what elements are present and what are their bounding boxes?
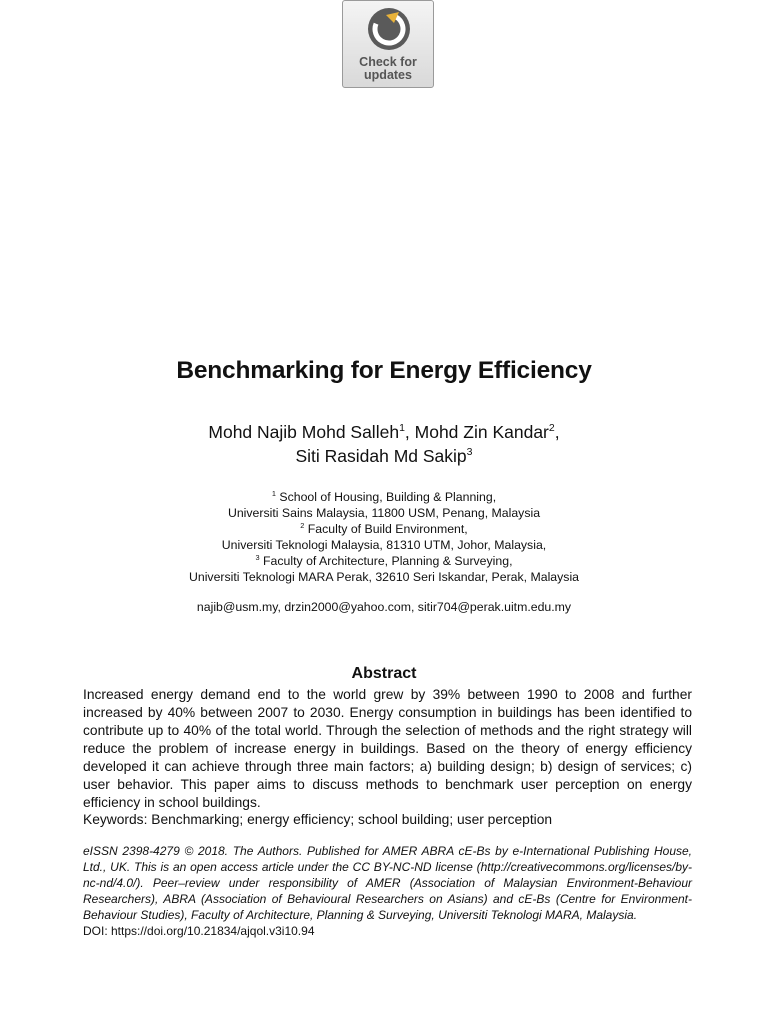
license-notice: eISSN 2398-4279 © 2018. The Authors. Published for AMER ABRA cE-Bs by e-International Publishing House, Ltd., UK. This is an open access article under the CC BY-NC-ND license (http://creativecommons.org/licenses/by-nc-nd/4.0/). Peer–review under responsibility of AMER (Association of Malaysian Environment-Behaviour Researchers), ABRA (Association of Behavioural Researchers on Asians) and cE-Bs (Centre for Environment-Behaviour Studies), Faculty of Architecture, Planning & Surveying, Universiti Teknologi MARA, Malaysia. (83, 844, 692, 922)
badge-line-2: updates (364, 68, 412, 82)
affiliation-line (0, 537, 768, 553)
keywords: Keywords: Benchmarking; energy efficiency; school building; user perception (83, 812, 553, 827)
abstract-heading: Abstract (351, 665, 417, 682)
affiliation-text: School of Housing, Building & Planning, (279, 490, 497, 504)
check-for-updates-badge[interactable] (342, 0, 434, 88)
author-emails: najib@usm.my, drzin2000@yahoo.com, sitir704@perak.uitm.edu.my (196, 600, 572, 614)
check-for-updates-icon (366, 6, 412, 52)
paper-title: Benchmarking for Energy Efficiency (176, 357, 592, 384)
abstract-body: Increased energy demand end to the world grew by 39% between 1990 to 2008 and further increased by 40% between 2007 to 2030. Energy consumption in buildings has been identified to contribute up to 40% of the total world. Through the selection of methods and the right strategy will reduce the problem of increase energy in buildings. Based on the theory of energy efficiency developed it can achieve through three main factors; a) building design; b) design of services; c) user behavior. This paper aims to discuss methods to benchmark user perception on energy efficiency in school buildings. (83, 687, 692, 810)
author-1: Mohd Najib Mohd Salleh (208, 422, 400, 442)
badge-line-1: Check for (359, 55, 417, 69)
affiliation-text: Faculty of Build Environment, (307, 522, 468, 536)
affiliation-line (0, 489, 768, 505)
author-2: Mohd Zin Kandar (414, 422, 549, 442)
author-2-sup: 2 (548, 422, 555, 435)
affiliation-text: Universiti Teknologi MARA Perak, 32610 Seri Iskandar, Perak, Malaysia (188, 570, 580, 584)
author-3: Siti Rasidah Md Sakip (295, 446, 467, 466)
affiliation-line (0, 569, 768, 585)
doi-line: DOI: https://doi.org/10.21834/ajqol.v3i10.94 (83, 924, 315, 938)
affiliation-text: Universiti Teknologi Malaysia, 81310 UTM, Johor, Malaysia, (221, 538, 547, 552)
affiliation-line (0, 521, 768, 537)
affiliation-line (0, 505, 768, 521)
affiliation-text: Faculty of Architecture, Planning & Surveying, (263, 554, 513, 568)
affiliation-line (0, 553, 768, 569)
affiliations (0, 489, 768, 585)
author-1-sup: 1 (399, 422, 405, 435)
badge-label (343, 56, 433, 82)
affiliation-sup: 3 (255, 552, 260, 562)
author-line-1: Mohd Najib Mohd Salleh$^1$, Mohd Zin Kandar$^2$, (208, 422, 560, 442)
affiliation-sup: 2 (300, 520, 305, 530)
affiliation-sup: 1 (271, 488, 276, 498)
affiliation-text: Universiti Sains Malaysia, 11800 USM, Penang, Malaysia (227, 506, 541, 520)
author-list (0, 420, 768, 468)
author-3-sup: 3 (466, 446, 473, 459)
author-line-2 (0, 444, 768, 468)
